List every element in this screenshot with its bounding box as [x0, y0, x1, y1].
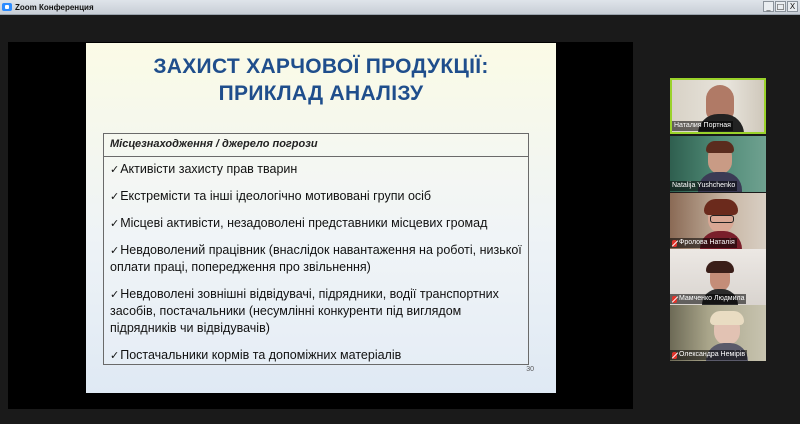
threat-row — [110, 347, 522, 364]
zoom-app-icon — [2, 3, 12, 11]
participant-hair — [704, 199, 738, 215]
threat-row — [110, 215, 522, 232]
muted-mic-icon — [672, 240, 677, 247]
checkmark-icon: ✓ — [110, 163, 120, 176]
participant-tile[interactable] — [670, 136, 766, 192]
glasses-icon — [710, 215, 734, 223]
checkmark-icon: ✓ — [110, 349, 120, 362]
threat-text: Невдоволений працівник (внаслідок навантаження на роботі, низької оплати праці, попередження про звільнення) — [110, 243, 522, 274]
threat-row — [110, 161, 522, 178]
minimize-button[interactable]: _ — [763, 1, 774, 12]
participant-name-label — [670, 294, 746, 304]
window-controls — [763, 1, 798, 12]
close-button[interactable]: X — [787, 1, 798, 12]
threat-source-table — [103, 133, 529, 365]
checkmark-icon: ✓ — [110, 217, 120, 230]
participant-name-label — [672, 121, 733, 131]
participant-hair — [706, 141, 734, 153]
slide-page-number: 30 — [526, 366, 534, 373]
slide-title-line-2: ПРИКЛАД АНАЛІЗУ — [218, 82, 424, 105]
threat-text: Активісти захисту прав тварин — [120, 162, 298, 176]
threat-text: Екстремісти та інші ідеологічно мотивовані групи осіб — [120, 189, 432, 203]
threat-text: Невдоволені зовнішні відвідувачі, підрядники, водії транспортних засобів, постачальники (несумлінні конкуренти під виглядом підрядників чи відвідувачів) — [110, 287, 499, 335]
table-body — [104, 157, 528, 364]
checkmark-icon: ✓ — [110, 190, 120, 203]
participant-hair — [706, 261, 734, 273]
presentation-slide — [86, 43, 556, 393]
meeting-main-area — [0, 15, 800, 424]
participant-tile[interactable] — [670, 78, 766, 134]
participant-tile[interactable] — [670, 249, 766, 305]
checkmark-icon: ✓ — [110, 244, 120, 257]
table-header: Місцезнаходження / джерело погрози — [104, 134, 528, 157]
threat-text: Постачальники кормів та допоміжних матеріалів — [120, 348, 402, 362]
muted-mic-icon — [672, 352, 677, 359]
threat-row — [110, 188, 522, 205]
participant-name: Наталия Портная — [674, 122, 731, 129]
slide-title — [86, 53, 556, 107]
participant-hair — [710, 311, 744, 325]
participant-name-label — [670, 350, 747, 360]
threat-text: Місцеві активісти, незадоволені представники місцевих громад — [120, 216, 488, 230]
participant-name: Natalija Yushchenko — [672, 182, 736, 189]
maximize-button[interactable]: □ — [776, 2, 785, 11]
participant-tile[interactable] — [670, 193, 766, 249]
participant-name: Олександра Немірів — [679, 351, 746, 358]
window-title: Zoom Конференция — [15, 2, 94, 12]
slide-title-line-1: ЗАХИСТ ХАРЧОВОЇ ПРОДУКЦІЇ: — [153, 55, 489, 78]
threat-row — [110, 286, 522, 337]
participant-name: Фролова Наталія — [679, 239, 735, 246]
screen-share-area — [8, 42, 633, 409]
title-bar — [0, 0, 800, 15]
threat-row — [110, 242, 522, 276]
participant-name: Мамченко Людмила — [679, 295, 745, 302]
muted-mic-icon — [672, 296, 677, 303]
participant-name-label — [670, 181, 737, 191]
participant-name-label — [670, 238, 737, 248]
participant-tile[interactable] — [670, 305, 766, 361]
checkmark-icon: ✓ — [110, 288, 120, 301]
